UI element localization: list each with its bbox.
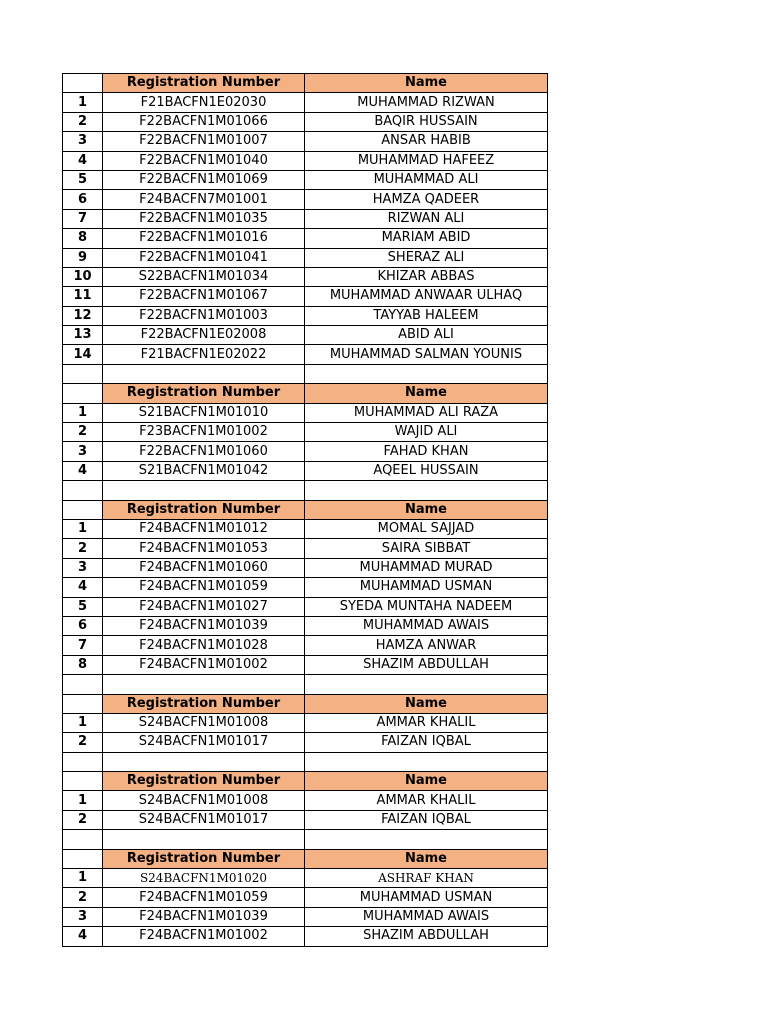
name-cell: MUHAMMAD USMAN: [305, 578, 548, 597]
spacer-row: [63, 830, 548, 849]
header-name: Name: [305, 74, 548, 93]
row-number: 8: [63, 229, 103, 248]
row-number: 7: [63, 209, 103, 228]
table-row: [63, 170, 548, 189]
row-number: 5: [63, 597, 103, 616]
empty-cell: [103, 481, 305, 500]
table-row: [63, 112, 548, 131]
name-cell: MUHAMMAD RIZWAN: [305, 93, 548, 112]
table-row: [63, 248, 548, 267]
registration-number-cell: F24BACFN1M01028: [103, 636, 305, 655]
row-number: 3: [63, 442, 103, 461]
name-cell: MUHAMMAD USMAN: [305, 888, 548, 907]
registration-number-cell: F21BACFN1E02022: [103, 345, 305, 364]
registration-number-cell: F24BACFN1M01059: [103, 888, 305, 907]
name-cell: HAMZA QADEER: [305, 190, 548, 209]
table-row: [63, 810, 548, 829]
header-name: Name: [305, 500, 548, 519]
registration-number-cell: S24BACFN1M01017: [103, 810, 305, 829]
name-cell: AMMAR KHALIL: [305, 791, 548, 810]
row-number: 1: [63, 519, 103, 538]
registration-number-cell: F24BACFN1M01059: [103, 578, 305, 597]
header-registration-number: Registration Number: [103, 500, 305, 519]
name-cell: MUHAMMAD AWAIS: [305, 616, 548, 635]
empty-cell: [305, 752, 548, 771]
name-cell: SAIRA SIBBAT: [305, 539, 548, 558]
table-row: [63, 93, 548, 112]
registration-number-cell: F24BACFN1M01012: [103, 519, 305, 538]
name-cell: MUHAMMAD ANWAAR ULHAQ: [305, 287, 548, 306]
row-number: 1: [63, 869, 103, 888]
header-name: Name: [305, 384, 548, 403]
table-row: [63, 345, 548, 364]
table-row: [63, 558, 548, 577]
table-row: [63, 869, 548, 888]
name-cell: SYEDA MUNTAHA NADEEM: [305, 597, 548, 616]
name-cell: MUHAMMAD AWAIS: [305, 907, 548, 926]
row-number: 8: [63, 655, 103, 674]
table-row: [63, 403, 548, 422]
registration-number-cell: F22BACFN1M01003: [103, 306, 305, 325]
group-header-row: [63, 74, 548, 93]
name-cell: FAIZAN IQBAL: [305, 733, 548, 752]
name-cell: MUHAMMAD MURAD: [305, 558, 548, 577]
table-row: [63, 306, 548, 325]
name-cell: MUHAMMAD ALI: [305, 170, 548, 189]
registration-number-cell: F24BACFN1M01053: [103, 539, 305, 558]
name-cell: RIZWAN ALI: [305, 209, 548, 228]
registration-number-cell: F22BACFN1M01040: [103, 151, 305, 170]
row-number: 2: [63, 112, 103, 131]
empty-cell: [63, 752, 103, 771]
table-row: [63, 423, 548, 442]
name-cell: SHAZIM ABDULLAH: [305, 927, 548, 946]
registration-number-cell: F24BACFN1M01027: [103, 597, 305, 616]
table-row: [63, 713, 548, 732]
header-blank-cell: [63, 772, 103, 791]
empty-cell: [103, 752, 305, 771]
registration-number-cell: S24BACFN1M01020: [103, 869, 305, 888]
table-row: [63, 578, 548, 597]
table-row: [63, 655, 548, 674]
name-cell: SHAZIM ABDULLAH: [305, 655, 548, 674]
row-number: 4: [63, 151, 103, 170]
row-number: 5: [63, 170, 103, 189]
registration-number-cell: S24BACFN1M01008: [103, 713, 305, 732]
registration-number-cell: F21BACFN1E02030: [103, 93, 305, 112]
row-number: 10: [63, 267, 103, 286]
name-cell: FAHAD KHAN: [305, 442, 548, 461]
row-number: 9: [63, 248, 103, 267]
header-registration-number: Registration Number: [103, 74, 305, 93]
registration-number-cell: S22BACFN1M01034: [103, 267, 305, 286]
table-row: [63, 733, 548, 752]
table-row: [63, 907, 548, 926]
name-cell: BAQIR HUSSAIN: [305, 112, 548, 131]
name-cell: MARIAM ABID: [305, 229, 548, 248]
header-blank-cell: [63, 694, 103, 713]
header-registration-number: Registration Number: [103, 849, 305, 868]
table-row: [63, 229, 548, 248]
table-row: [63, 461, 548, 480]
spacer-row: [63, 481, 548, 500]
row-number: 3: [63, 558, 103, 577]
registration-number-cell: F22BACFN1M01069: [103, 170, 305, 189]
table-row: [63, 791, 548, 810]
row-number: 1: [63, 791, 103, 810]
row-number: 14: [63, 345, 103, 364]
group-header-row: [63, 384, 548, 403]
registration-number-cell: S21BACFN1M01042: [103, 461, 305, 480]
row-number: 11: [63, 287, 103, 306]
row-number: 12: [63, 306, 103, 325]
group-header-row: [63, 500, 548, 519]
table-row: [63, 326, 548, 345]
empty-cell: [103, 675, 305, 694]
row-number: 2: [63, 888, 103, 907]
row-number: 2: [63, 423, 103, 442]
table-row: [63, 267, 548, 286]
registration-number-cell: F24BACFN1M01039: [103, 907, 305, 926]
row-number: 4: [63, 461, 103, 480]
name-cell: ABID ALI: [305, 326, 548, 345]
registration-sheet: [62, 73, 548, 947]
row-number: 4: [63, 927, 103, 946]
name-cell: KHIZAR ABBAS: [305, 267, 548, 286]
registration-number-cell: F22BACFN1M01066: [103, 112, 305, 131]
name-cell: MUHAMMAD SALMAN YOUNIS: [305, 345, 548, 364]
table-row: [63, 442, 548, 461]
name-cell: MOMAL SAJJAD: [305, 519, 548, 538]
name-cell: AQEEL HUSSAIN: [305, 461, 548, 480]
registration-number-cell: F23BACFN1M01002: [103, 423, 305, 442]
table-row: [63, 636, 548, 655]
registration-number-cell: F22BACFN1M01067: [103, 287, 305, 306]
registration-number-cell: F24BACFN1M01002: [103, 927, 305, 946]
header-blank-cell: [63, 384, 103, 403]
name-cell: ASHRAF KHAN: [305, 869, 548, 888]
registration-number-cell: F22BACFN1M01035: [103, 209, 305, 228]
empty-cell: [305, 675, 548, 694]
table-row: [63, 151, 548, 170]
name-cell: ANSAR HABIB: [305, 132, 548, 151]
table-row: [63, 616, 548, 635]
name-cell: SHERAZ ALI: [305, 248, 548, 267]
registration-number-cell: F24BACFN1M01039: [103, 616, 305, 635]
header-blank-cell: [63, 74, 103, 93]
spacer-row: [63, 675, 548, 694]
registration-number-cell: S24BACFN1M01017: [103, 733, 305, 752]
empty-cell: [63, 364, 103, 383]
row-number: 2: [63, 810, 103, 829]
header-registration-number: Registration Number: [103, 772, 305, 791]
table-row: [63, 519, 548, 538]
name-cell: TAYYAB HALEEM: [305, 306, 548, 325]
empty-cell: [305, 481, 548, 500]
empty-cell: [63, 481, 103, 500]
table-row: [63, 927, 548, 946]
row-number: 2: [63, 539, 103, 558]
row-number: 13: [63, 326, 103, 345]
group-header-row: [63, 772, 548, 791]
empty-cell: [63, 830, 103, 849]
table-row: [63, 888, 548, 907]
registration-number-cell: F22BACFN1M01016: [103, 229, 305, 248]
registration-number-cell: F24BACFN1M01002: [103, 655, 305, 674]
table-row: [63, 209, 548, 228]
row-number: 6: [63, 190, 103, 209]
empty-cell: [305, 830, 548, 849]
name-cell: FAIZAN IQBAL: [305, 810, 548, 829]
empty-cell: [63, 675, 103, 694]
registration-number-cell: S21BACFN1M01010: [103, 403, 305, 422]
spacer-row: [63, 364, 548, 383]
registration-number-cell: F24BACFN7M01001: [103, 190, 305, 209]
table-row: [63, 132, 548, 151]
header-registration-number: Registration Number: [103, 694, 305, 713]
table-row: [63, 539, 548, 558]
group-header-row: [63, 849, 548, 868]
row-number: 1: [63, 713, 103, 732]
group-header-row: [63, 694, 548, 713]
row-number: 1: [63, 403, 103, 422]
empty-cell: [103, 830, 305, 849]
sheet-body: [63, 74, 548, 947]
name-cell: AMMAR KHALIL: [305, 713, 548, 732]
row-number: 3: [63, 907, 103, 926]
name-cell: MUHAMMAD HAFEEZ: [305, 151, 548, 170]
empty-cell: [103, 364, 305, 383]
registration-number-cell: F22BACFN1M01007: [103, 132, 305, 151]
header-blank-cell: [63, 849, 103, 868]
registration-number-cell: F22BACFN1E02008: [103, 326, 305, 345]
registration-number-cell: S24BACFN1M01008: [103, 791, 305, 810]
empty-cell: [305, 364, 548, 383]
header-registration-number: Registration Number: [103, 384, 305, 403]
row-number: 7: [63, 636, 103, 655]
header-name: Name: [305, 849, 548, 868]
row-number: 1: [63, 93, 103, 112]
header-name: Name: [305, 772, 548, 791]
registration-number-cell: F22BACFN1M01060: [103, 442, 305, 461]
spacer-row: [63, 752, 548, 771]
registration-number-cell: F22BACFN1M01041: [103, 248, 305, 267]
name-cell: WAJID ALI: [305, 423, 548, 442]
name-cell: HAMZA ANWAR: [305, 636, 548, 655]
header-name: Name: [305, 694, 548, 713]
row-number: 2: [63, 733, 103, 752]
table-row: [63, 597, 548, 616]
header-blank-cell: [63, 500, 103, 519]
row-number: 4: [63, 578, 103, 597]
row-number: 6: [63, 616, 103, 635]
table-row: [63, 190, 548, 209]
table-row: [63, 287, 548, 306]
registration-number-cell: F24BACFN1M01060: [103, 558, 305, 577]
row-number: 3: [63, 132, 103, 151]
name-cell: MUHAMMAD ALI RAZA: [305, 403, 548, 422]
